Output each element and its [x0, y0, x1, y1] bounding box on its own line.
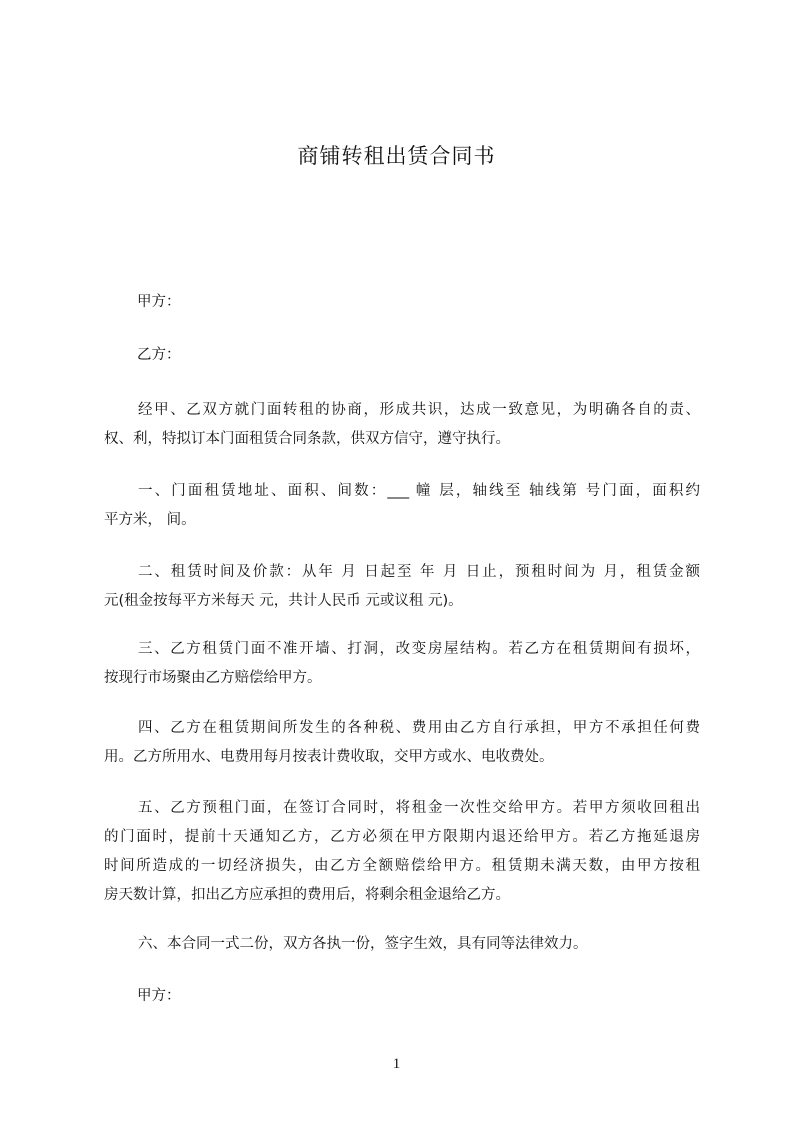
paragraph-line: 二、租赁时间及价款：从年 月 日起至 年 月 日止，预租时间为 月，租赁金额: [138, 564, 700, 580]
paragraph-line: 元(租金按每平方米每天 元，共计人民币 元或议租 元)。: [104, 593, 463, 609]
closing-party-a-label: 甲方：: [137, 988, 181, 1004]
paragraph-line: 三、乙方租赁门面不准开墙、打洞，改变房屋结构。若乙方在租赁期间有损坏，: [138, 641, 700, 657]
clause-2-paragraph: [104, 558, 700, 616]
clause-3-paragraph: [104, 635, 700, 693]
paragraph-line: 时间所造成的一切经济损失，由乙方全额赔偿给甲方。租赁期未满天数，由甲方按租: [104, 858, 700, 874]
preamble-paragraph: [104, 396, 700, 454]
clause-5-paragraph: [104, 794, 700, 910]
paragraph-line: 的门面时，提前十天通知乙方，乙方必须在甲方限期内退还给甲方。若乙方拖延退房: [104, 829, 700, 845]
paragraph-line: 四、乙方在租赁期间所发生的各种税、费用由乙方自行承担，甲方不承担任何费: [138, 720, 700, 736]
document-title: 商铺转租出赁合同书: [297, 144, 496, 168]
page-number: 1: [392, 1056, 401, 1072]
paragraph-line: 权、利，特拟订本门面租赁合同条款，供双方信守，遵守执行。: [104, 431, 510, 447]
clause-1-paragraph: [104, 477, 700, 535]
clause-4-paragraph: [104, 714, 700, 772]
party-b-label: 乙方：: [137, 347, 181, 363]
party-a-label: 甲方：: [137, 294, 181, 310]
paragraph-line: 六、本合同一式二份，双方各执一份，签字生效，具有同等法律效力。: [138, 936, 588, 952]
paragraph-line: 一、门面租赁地址、面积、间数：___ 幢 层，轴线至 轴线第 号门面，面积约: [138, 483, 700, 499]
paragraph-line: 五、乙方预租门面，在签订合同时，将租金一次性交给甲方。若甲方须收回租出: [138, 800, 700, 816]
paragraph-line: 用。乙方所用水、电费用每月按表计费收取，交甲方或水、电收费处。: [104, 749, 554, 765]
clause-6-paragraph: [104, 930, 700, 959]
paragraph-line: 经甲、乙双方就门面转租的协商，形成共识，达成一致意见，为明确各自的责、: [138, 402, 700, 418]
paragraph-line: 房天数计算，扣出乙方应承担的费用后，将剩余租金退给乙方。: [104, 887, 510, 903]
paragraph-line: 按现行市场聚由乙方赔偿给甲方。: [104, 670, 322, 686]
paragraph-line: 平方米， 间。: [104, 512, 196, 528]
